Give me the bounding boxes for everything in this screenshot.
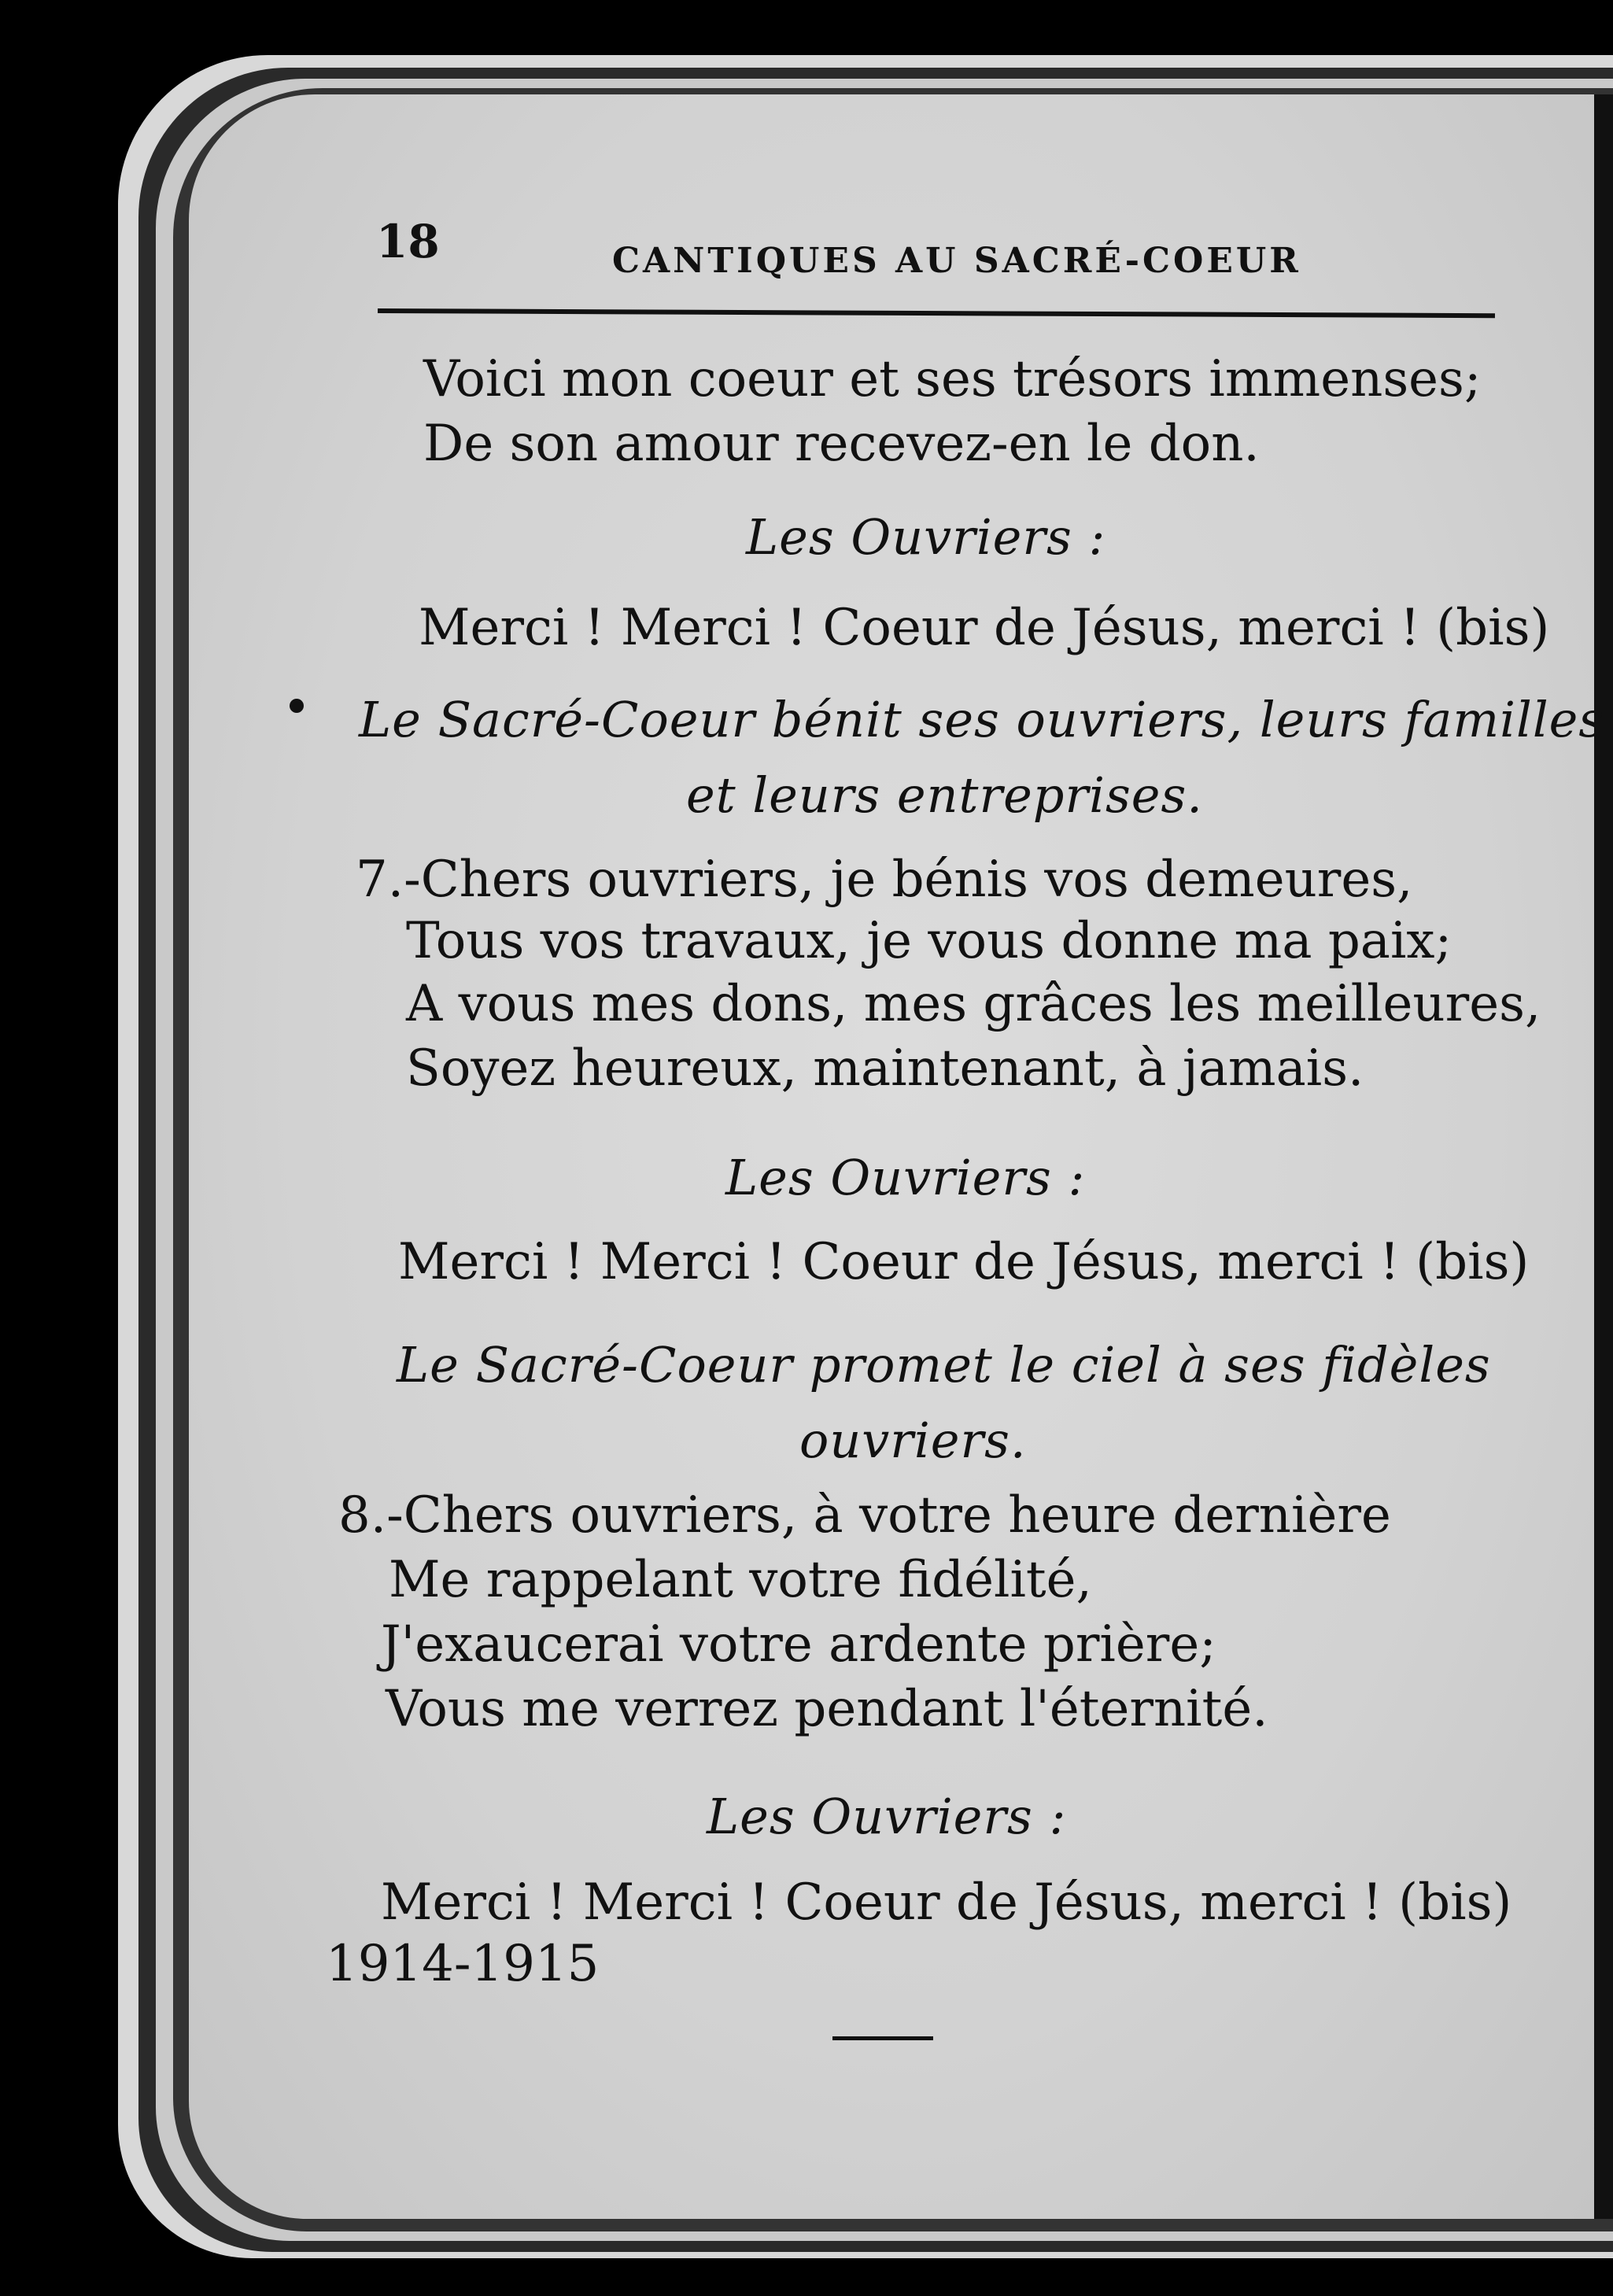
caption-line: Le Sacré-Coeur bénit ses ouvriers, leurs familles	[359, 691, 1605, 748]
refrain-label: Les Ouvriers :	[746, 508, 1106, 566]
page-number: 18	[376, 215, 440, 268]
caption-line: et leurs entreprises.	[686, 766, 1203, 824]
verse-line: Tous vos travaux, je vous donne ma paix;	[406, 912, 1452, 970]
bullet-dot	[290, 699, 304, 713]
refrain-line: Merci ! Merci ! Coeur de Jésus, merci ! (bis)	[381, 1873, 1512, 1932]
verse-line: Me rappelant votre fidélité,	[389, 1551, 1092, 1609]
verse-line: A vous mes dons, mes grâces les meilleures,	[406, 975, 1541, 1033]
caption-line: ouvriers.	[799, 1412, 1027, 1469]
verse-line: De son amour recevez-en le don.	[423, 415, 1260, 473]
refrain-label: Les Ouvriers :	[725, 1149, 1086, 1206]
running-title: CANTIQUES AU SACRÉ-COEUR	[612, 241, 1301, 281]
right-border	[1594, 94, 1613, 2219]
refrain-line: Merci ! Merci ! Coeur de Jésus, merci ! (bis)	[419, 599, 1550, 657]
date-line: 1914-1915	[326, 1935, 600, 1993]
caption-line: Le Sacré-Coeur promet le ciel à ses fidèles	[397, 1336, 1491, 1393]
refrain-line: Merci ! Merci ! Coeur de Jésus, merci ! (bis)	[398, 1233, 1530, 1291]
end-rule	[832, 2036, 933, 2040]
verse-line: Vous me verrez pendant l'éternité.	[386, 1680, 1268, 1738]
verse-line: 8.-Chers ouvriers, à votre heure dernière	[338, 1486, 1391, 1545]
verse-line: 7.-Chers ouvriers, je bénis vos demeures,	[356, 851, 1413, 909]
verse-line: J'exaucerai votre ardente prière;	[381, 1615, 1216, 1674]
verse-line: Soyez heureux, maintenant, à jamais.	[406, 1039, 1364, 1098]
refrain-label: Les Ouvriers :	[707, 1788, 1067, 1845]
verse-line: Voici mon coeur et ses trésors immenses;	[423, 350, 1482, 408]
